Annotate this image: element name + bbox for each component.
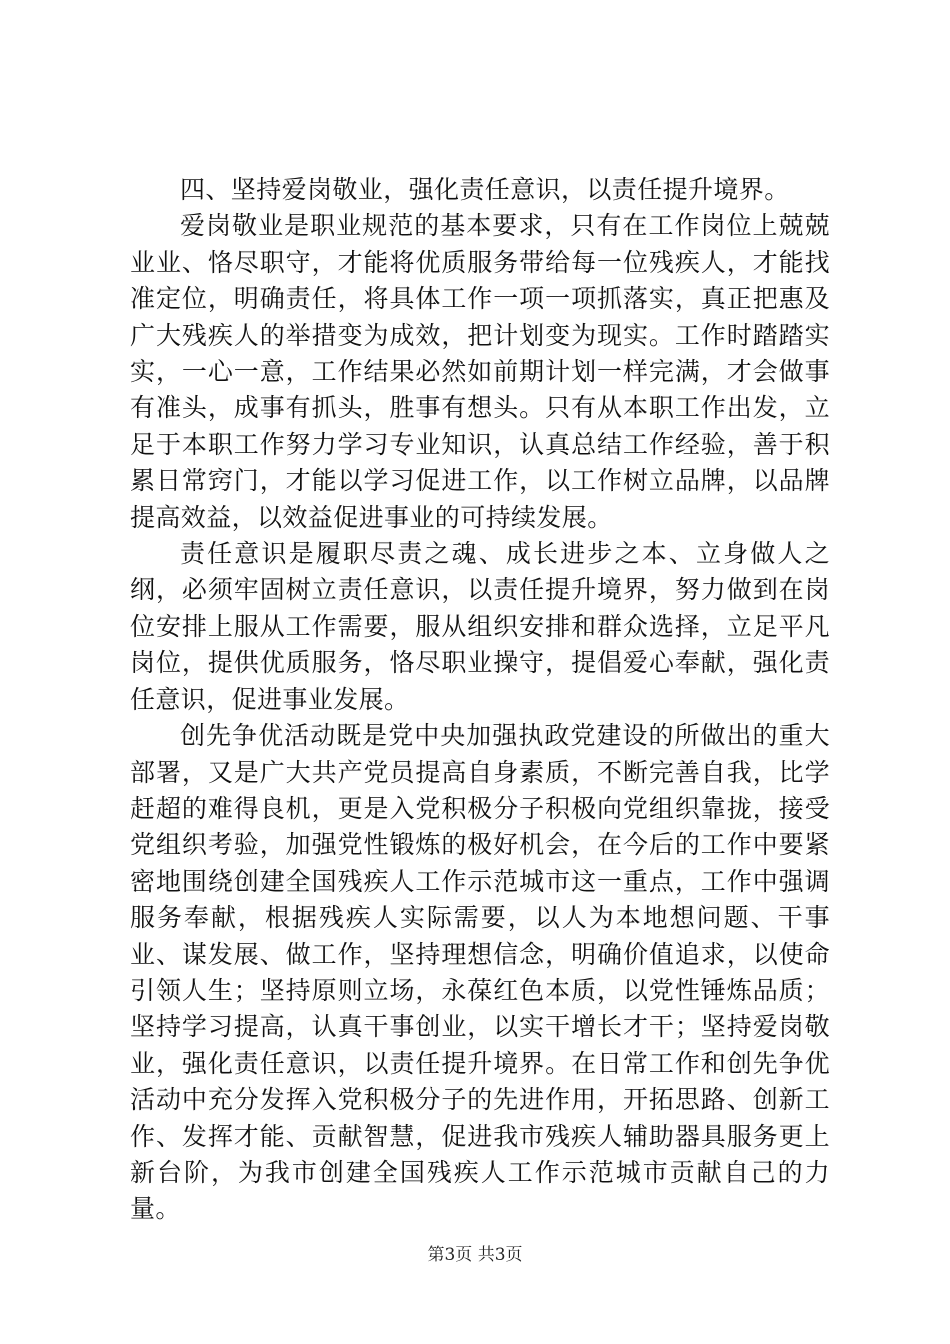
page-number-footer: 第3页 共3页 [427,1245,523,1265]
paragraph-responsibility: 责任意识是履职尽责之魂、成长进步之本、立身做人之纲，必须牢固树立责任意识，以责任提升境界，努力做到在岗位安排上服从工作需要，服从组织安排和群众选择，立足平凡岗位，提供优质服务，恪尽职业操守，提倡爱心奉献，强化责任意识，促进事业发展。 [130,539,830,714]
paragraph-excellence-campaign: 创先争优活动既是党中央加强执政党建设的所做出的重大部署，又是广大共产党员提高自身素质，不断完善自我，比学赶超的难得良机，更是入党积极分子积极向党组织靠拢，接受党组织考验，加强党性锻炼的极好机会，在今后的工作中要紧密地围绕创建全国残疾人工作示范城市这一重点，工作中强调服务奉献，根据残疾人实际需要，以人为本地想问题、干事业、谋发展、做工作，坚持理想信念，明确价值追求，以使命引领人生；坚持原则立场，永葆红色本质，以党性锤炼品质；坚持学习提高，认真干事创业，以实干增长才干；坚持爱岗敬业，强化责任意识，以责任提升境界。在日常工作和创先争优活动中充分发挥入党积极分子的先进作用，开拓思路、创新工作、发挥才能、贡献智慧，促进我市残疾人辅助器具服务更上新台阶，为我市创建全国残疾人工作示范城市贡献自己的力量。 [130,721,830,1224]
document-body [130,172,830,1228]
section-heading: 四、坚持爱岗敬业，强化责任意识，以责任提升境界。 [180,175,790,204]
paragraph-dedication: 爱岗敬业是职业规范的基本要求，只有在工作岗位上兢兢业业、恪尽职守，才能将优质服务带给每一位残疾人，才能找准定位，明确责任，将具体工作一项一项抓落实，真正把惠及广大残疾人的举措变为成效，把计划变为现实。工作时踏踏实实，一心一意，工作结果必然如前期计划一样完满，才会做事有准头，成事有抓头，胜事有想头。只有从本职工作出发，立足于本职工作努力学习专业知识，认真总结工作经验，善于积累日常窍门，才能以学习促进工作，以工作树立品牌，以品牌提高效益，以效益促进事业的可持续发展。 [130,211,830,532]
